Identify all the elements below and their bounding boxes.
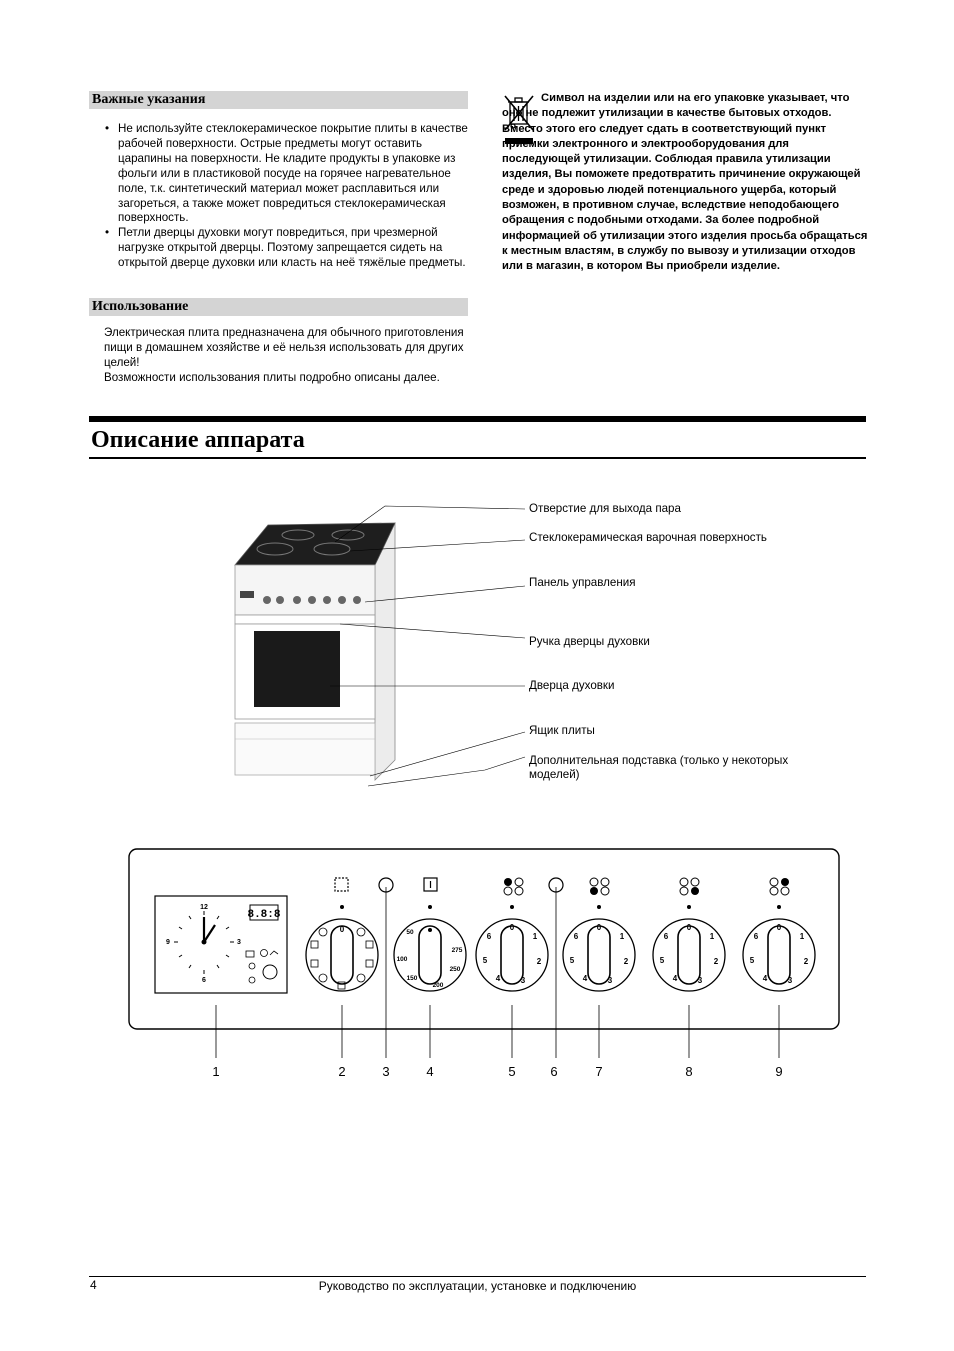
level-label: 4 xyxy=(495,974,501,983)
temp-label: 100 xyxy=(396,956,408,963)
level-label: 3 xyxy=(787,976,793,985)
panel-number-4: 4 xyxy=(426,1064,434,1079)
section-title: Описание аппарата xyxy=(91,427,305,453)
footer-title: Руководство по эксплуатации, установке и подключению xyxy=(318,1279,637,1293)
panel-number-8: 8 xyxy=(685,1064,693,1079)
footer-rule xyxy=(89,1276,866,1277)
panel-number-1: 1 xyxy=(212,1064,220,1079)
level-label: 2 xyxy=(803,957,809,966)
panel-number-6: 6 xyxy=(550,1064,558,1079)
level-label: 6 xyxy=(663,932,669,941)
level-label: 0 xyxy=(509,923,515,932)
timer-display: 8.8:8 xyxy=(247,909,281,921)
weee-notice: Символ на изделии или на его упаковке указывает, что оно не подлежит утилизации в качестве бытовых отходов. Вместо этого его следует сдать в соответствующий пункт приемки электронного и электрооборудования для последующей утилизации. Соблюдая правила утилизации изделия, Вы поможете предотвратить причинение окружающей среде и здоровью людей потенциального ущерба, который возможен, в противном случае, вследствие неподобающего обращения с подобными отходами. За более подробной информацией об утилизации этого изделия просьба обращаться к местным властям, в службу по вывозу и утилизации отходов или в магазин, в котором Вы приобрели изделие. xyxy=(502,92,868,273)
usage-line: Возможности использования плиты подробно описаны далее. xyxy=(104,370,440,384)
page-number: 4 xyxy=(90,1278,97,1292)
important-list xyxy=(103,122,469,271)
temp-label: 275 xyxy=(451,947,463,954)
level-label: 5 xyxy=(569,956,575,965)
level-label: 6 xyxy=(486,932,492,941)
callout-oven-door-handle: Ручка дверцы духовки xyxy=(529,635,650,648)
stove-illustration xyxy=(220,495,530,790)
level-label: 2 xyxy=(536,957,542,966)
level-label: 5 xyxy=(749,956,755,965)
level-label: 4 xyxy=(582,974,588,983)
level-label: 1 xyxy=(532,932,538,941)
panel-number-3: 3 xyxy=(382,1064,390,1079)
usage-line: Электрическая плита предназначена для обычного приготовления пищи в домашнем хозяйстве и её нельзя использовать для других целей! xyxy=(104,326,464,369)
callout-drawer: Ящик плиты xyxy=(529,724,595,737)
knob-zero-label: 0 xyxy=(339,925,345,934)
clock-hour-3: 3 xyxy=(237,939,241,946)
temp-label: 200 xyxy=(432,982,444,989)
level-label: 5 xyxy=(659,956,665,965)
clock-hour-9: 9 xyxy=(166,939,170,946)
panel-number-7: 7 xyxy=(595,1064,603,1079)
title-bar xyxy=(89,416,866,422)
callout-optional-stand: Дополнительная подставка (только у некоторых моделей) xyxy=(529,754,789,781)
level-label: 6 xyxy=(753,932,759,941)
panel-leader-lines xyxy=(125,875,843,1060)
temp-label: 50 xyxy=(406,929,414,936)
level-label: 6 xyxy=(573,932,579,941)
title-rule xyxy=(89,457,866,459)
panel-number-5: 5 xyxy=(508,1064,516,1079)
important-item: • Не используйте стеклокерамическое покрытие плиты в качестве рабочей поверхности. Острые предметы могут оставить царапины на поверхности. Не кладите продукты в упаковке из фольги или в пластиковой посуде на горячее нагревательное поле, т.к. синтетический материал может расплавиться или загореться, а также может повредиться стеклокерамическая поверхность. xyxy=(103,122,469,226)
level-label: 0 xyxy=(596,923,602,932)
level-label: 0 xyxy=(686,923,692,932)
level-label: 5 xyxy=(482,956,488,965)
usage-heading: Использование xyxy=(89,298,468,316)
important-item: • Петли дверцы духовки могут повредиться, при чрезмерной нагрузке открытой дверцы. Поэтому запрещается сидеть на открытой дверце духовки или класть на неё тяжёлые предметы. xyxy=(103,226,469,271)
level-label: 2 xyxy=(713,957,719,966)
temp-label: 150 xyxy=(406,975,418,982)
important-heading: Важные указания xyxy=(89,91,468,109)
callout-steam-outlet: Отверстие для выхода пара xyxy=(529,502,681,515)
panel-number-9: 9 xyxy=(775,1064,783,1079)
level-label: 2 xyxy=(623,957,629,966)
level-label: 1 xyxy=(799,932,805,941)
clock-hour-12: 12 xyxy=(200,904,208,911)
panel-number-2: 2 xyxy=(338,1064,346,1079)
callout-glass-ceramic-hob: Стеклокерамическая варочная поверхность xyxy=(529,531,767,544)
level-label: 1 xyxy=(709,932,715,941)
level-label: 1 xyxy=(619,932,625,941)
level-label: 0 xyxy=(776,923,782,932)
level-label: 3 xyxy=(607,976,613,985)
usage-text xyxy=(104,326,464,386)
level-label: 4 xyxy=(762,974,768,983)
callout-control-panel: Панель управления xyxy=(529,576,636,589)
level-label: 4 xyxy=(672,974,678,983)
level-label: 3 xyxy=(697,976,703,985)
callout-oven-door: Дверца духовки xyxy=(529,679,615,692)
level-label: 3 xyxy=(520,976,526,985)
clock-hour-6: 6 xyxy=(202,977,206,984)
temp-label: 250 xyxy=(449,966,461,973)
